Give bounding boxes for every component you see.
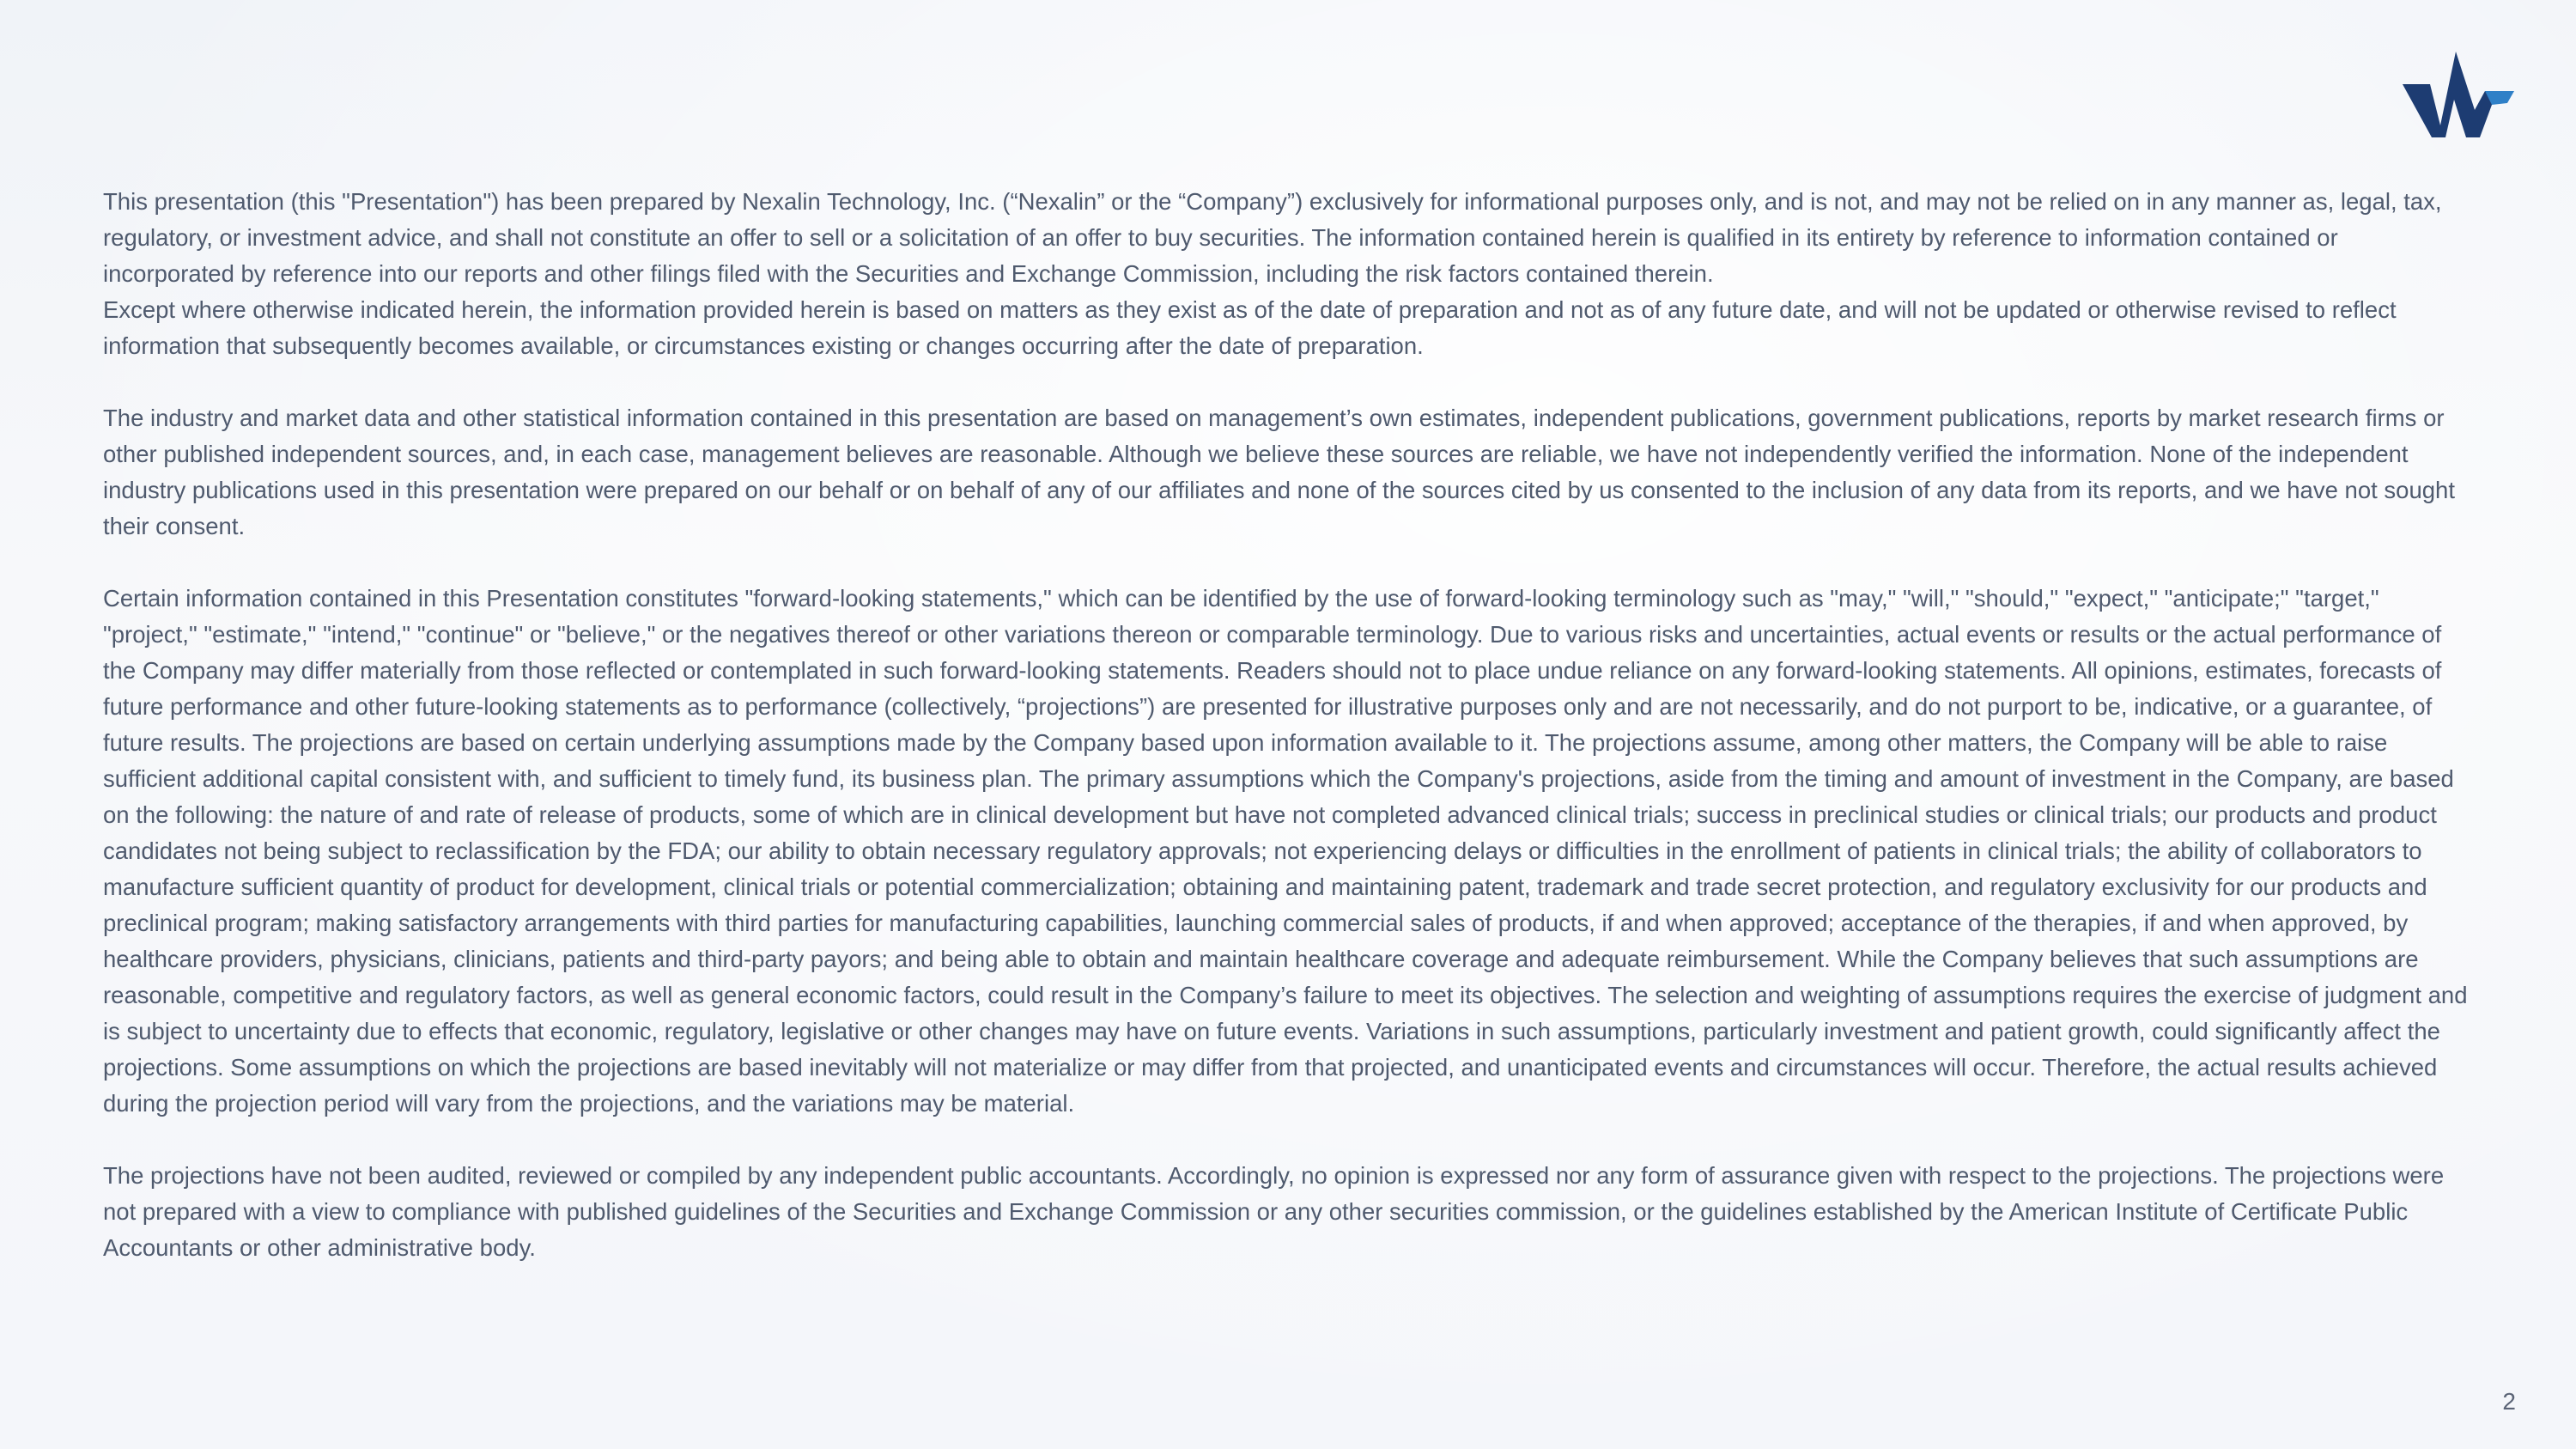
disclaimer-paragraph: The projections have not been audited, reviewed or compiled by any independent public accountants. Accordingly, no opinion is expressed nor any form of assurance given with respect to the projections. The projections were not prepared with a view to compliance with published guidelines of the Securities and Exchange Commission or any other securities commission, or the guidelines established by the American Institute of Certificate Public Accountants or other administrative body. <box>103 1162 2445 1261</box>
disclaimer-paragraph: The industry and market data and other statistical information contained in this presentation are based on management’s own estimates, independent publications, government publications, reports by market research firms or other published independent sources, and, in each case, management believes are reasonable. Although we believe these sources are reliable, we have not independently verified the information. None of the independent industry publications used in this presentation were prepared on our behalf or on behalf of any of our affiliates and none of the sources cited by us consented to the inclusion of any data from its reports, and we have not sought their consent. <box>103 405 2455 539</box>
disclaimer-paragraph: Certain information contained in this Presentation constitutes "forward-looking statements," which can be identified by the use of forward-looking terminology such as "may," "will," "should," "expect," "anticipate;" "target," "project," "estimate," "intend," "continue" or "believe," or the negatives thereof or other variations thereon or comparable terminology. Due to various risks and uncertainties, actual events or results or the actual performance of the Company may differ materially from those reflected or contemplated in such forward-looking statements. Readers should not to place undue reliance on any forward-looking statements. All opinions, estimates, forecasts of future performance and other future-looking statements as to performance (collectively, “projections”) are presented for illustrative purposes only and are not necessarily, and do not purport to be, indicative, or a guarantee, of future results. The projections are based on certain underlying assumptions made by the Company based upon information available to it. The projections assume, among other matters, the Company will be able to raise sufficient additional capital consistent with, and sufficient to timely fund, its business plan. The primary assumptions which the Company's projections, aside from the timing and amount of investment in the Company, are based on the following: the nature of and rate of release of products, some of which are in clinical development but have not completed advanced clinical trials; success in preclinical studies or clinical trials; our products and product candidates not being subject to reclassification by the FDA; our ability to obtain necessary regulatory approvals; not experiencing delays or difficulties in the enrollment of patients in clinical trials; the ability of collaborators to manufacture sufficient quantity of product for development, clinical trials or potential commercialization; obtaining and maintaining patent, trademark and trade secret protection, and regulatory exclusivity for our products and preclinical program; making satisfactory arrangements with third parties for manufacturing capabilities, launching commercial sales of products, if and when approved; acceptance of the therapies, if and when approved, by healthcare providers, physicians, clinicians, patients and third-party payors; and being able to obtain and maintain healthcare coverage and adequate reimbursement. While the Company believes that such assumptions are reasonable, competitive and regulatory factors, as well as general economic factors, could result in the Company’s failure to meet its objectives. The selection and weighting of assumptions requires the exercise of judgment and is subject to uncertainty due to effects that economic, regulatory, legislative or other changes may have on future events. Variations in such assumptions, particularly investment and patient growth, could significantly affect the projections. Some assumptions on which the projections are based inevitably will not materialize or may differ from that projected, and unanticipated events and circumstances will occur. Therefore, the actual results achieved during the projection period will vary from the projections, and the variations may be material. <box>103 585 2468 1117</box>
disclaimer-text <box>103 184 2473 1302</box>
disclaimer-paragraph: This presentation (this "Presentation") has been prepared by Nexalin Technology, Inc. (“Nexalin” or the “Company”) exclusively for informational purposes only, and is not, and may not be relied on in any manner as, legal, tax, regulatory, or investment advice, and shall not constitute an offer to sell or a solicitation of an offer to buy securities. The information contained herein is qualified in its entirety by reference to information contained or incorporated by reference into our reports and other filings filed with the Securities and Exchange Commission, including the risk factors contained therein. <box>103 188 2442 287</box>
disclaimer-paragraph: Except where otherwise indicated herein, the information provided herein is based on matters as they exist as of the date of preparation and not as of any future date, and will not be updated or otherwise revised to reflect information that subsequently becomes available, or circumstances existing or changes occurring after the date of preparation. <box>103 296 2397 359</box>
page-number: 2 <box>2502 1388 2516 1415</box>
nexalin-w-logo-icon <box>2403 52 2514 141</box>
